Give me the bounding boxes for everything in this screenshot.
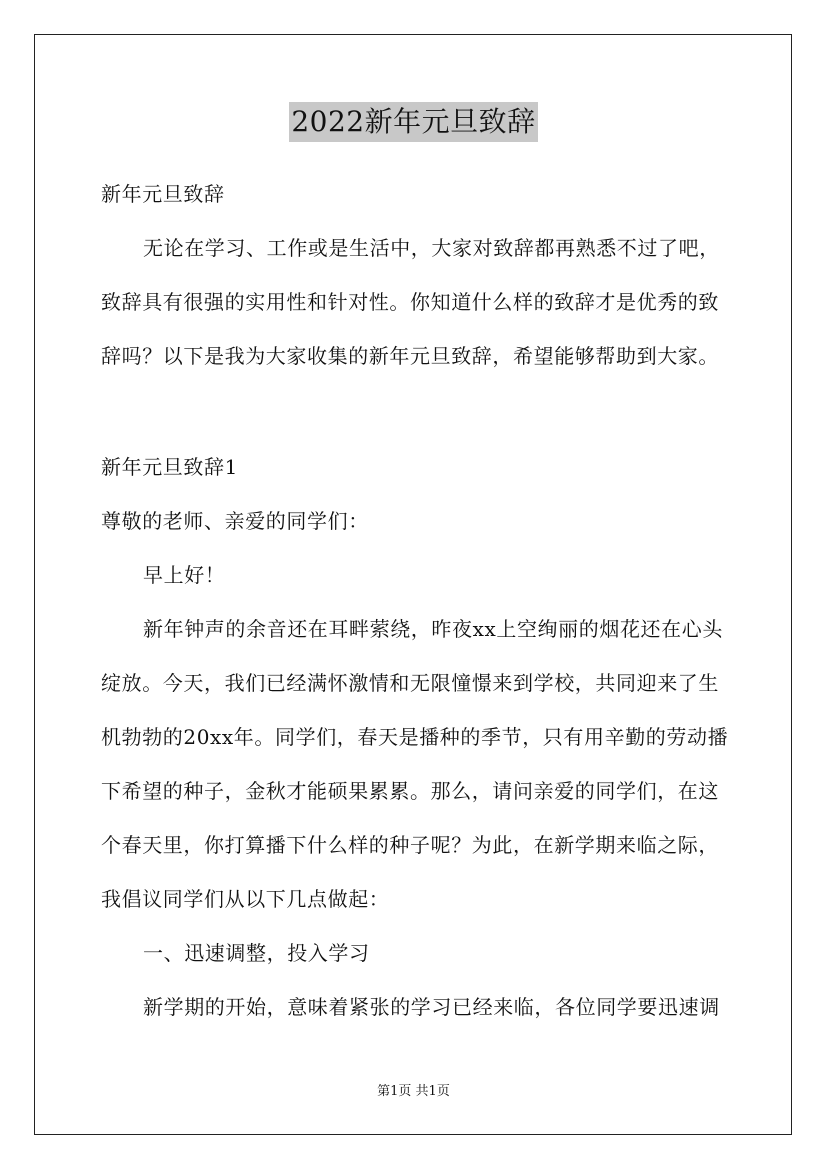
intro-line-3: 辞吗？以下是我为大家收集的新年元旦致辞，希望能够帮助到大家。 bbox=[101, 344, 719, 368]
page-footer: 第1页 共1页 bbox=[377, 1084, 450, 1099]
document-title: 2022新年元旦致辞 bbox=[289, 102, 537, 142]
point-heading-1: 一、迅速调整，投入学习 bbox=[143, 941, 370, 965]
body-line-5: 个春天里，你打算播下什么样的种子呢？为此，在新学期来临之际， bbox=[101, 833, 719, 857]
body-line-3: 机勃勃的20xx年。同学们，春天是播种的季节，只有用辛勤的劳动播 bbox=[101, 725, 729, 749]
salutation: 尊敬的老师、亲爱的同学们： bbox=[101, 509, 369, 533]
greeting: 早上好！ bbox=[143, 563, 226, 587]
section-heading: 新年元旦致辞1 bbox=[101, 455, 238, 479]
subtitle: 新年元旦致辞 bbox=[101, 182, 225, 206]
body-line-6: 我倡议同学们从以下几点做起： bbox=[101, 887, 390, 911]
intro-line-2: 致辞具有很强的实用性和针对性。你知道什么样的致辞才是优秀的致 bbox=[101, 290, 719, 314]
body-line-1: 新年钟声的余音还在耳畔萦绕，昨夜xx上空绚丽的烟花还在心头 bbox=[143, 617, 723, 641]
body-line-4: 下希望的种子，金秋才能硕果累累。那么，请问亲爱的同学们，在这 bbox=[101, 779, 719, 803]
body-line-2: 绽放。今天，我们已经满怀激情和无限憧憬来到学校，共同迎来了生 bbox=[101, 671, 719, 695]
document-title-container bbox=[0, 102, 827, 142]
body-line-7: 新学期的开始，意味着紧张的学习已经来临，各位同学要迅速调 bbox=[143, 995, 720, 1019]
intro-line-1: 无论在学习、工作或是生活中，大家对致辞都再熟悉不过了吧， bbox=[143, 236, 720, 260]
